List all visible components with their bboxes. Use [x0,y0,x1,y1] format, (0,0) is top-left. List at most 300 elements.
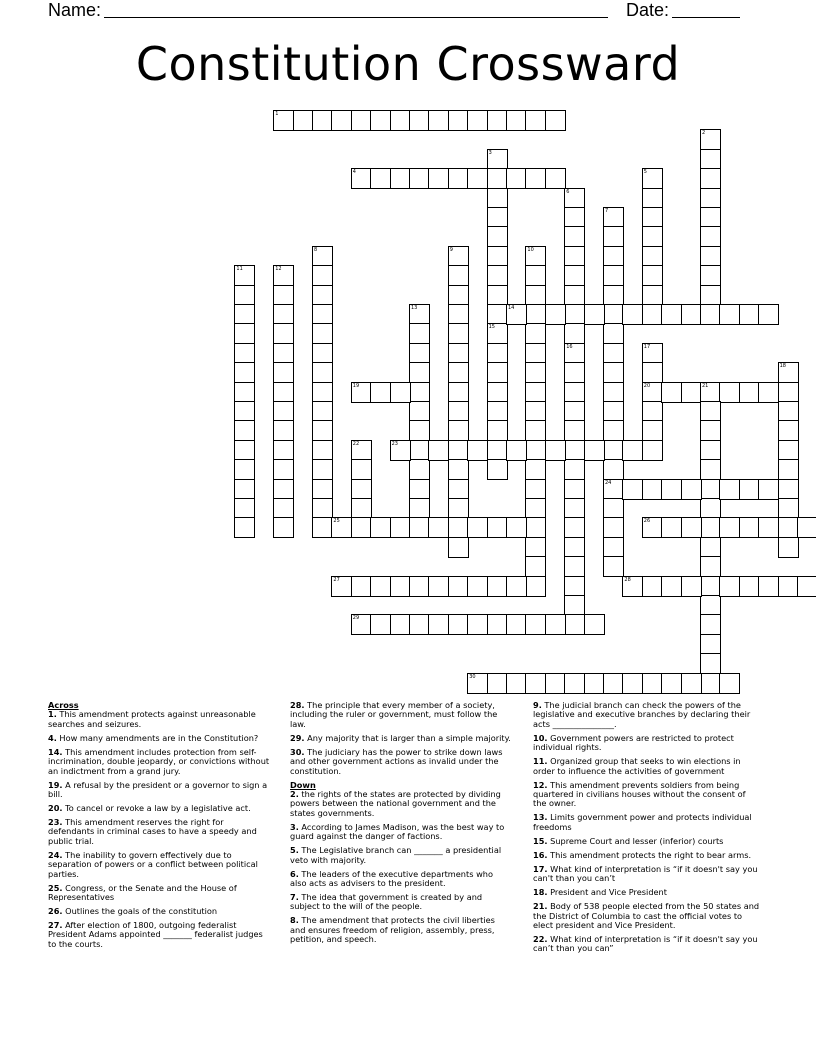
grid-cell[interactable] [603,673,624,694]
grid-cell[interactable] [273,362,294,383]
grid-cell[interactable] [409,440,430,461]
grid-cell[interactable] [545,673,566,694]
grid-cell[interactable] [293,110,314,131]
grid-cell[interactable] [448,285,469,306]
grid-cell[interactable] [700,382,721,403]
grid-cell[interactable] [467,440,488,461]
grid-cell[interactable] [506,517,527,538]
grid-cell[interactable] [700,401,721,422]
grid-cell[interactable] [603,498,624,519]
grid-cell[interactable] [719,517,740,538]
grid-cell[interactable] [681,576,702,597]
grid-cell[interactable] [273,517,294,538]
grid-cell[interactable] [700,226,721,247]
grid-cell[interactable] [564,440,585,461]
grid-cell[interactable] [234,323,255,344]
grid-cell[interactable] [273,420,294,441]
grid-cell[interactable] [700,498,721,519]
grid-cell[interactable] [234,382,255,403]
grid-cell[interactable] [390,517,411,538]
grid-cell[interactable] [797,517,816,538]
grid-cell[interactable] [584,614,605,635]
grid-cell[interactable] [525,246,546,267]
grid-cell[interactable] [778,517,799,538]
grid-cell[interactable] [603,246,624,267]
grid-cell[interactable] [487,362,508,383]
grid-cell[interactable] [409,168,430,189]
grid-cell[interactable] [312,304,333,325]
grid-cell[interactable] [622,479,643,500]
grid-cell[interactable] [564,382,585,403]
grid-cell[interactable] [331,576,352,597]
grid-cell[interactable] [312,517,333,538]
grid-cell[interactable] [312,265,333,286]
grid-cell[interactable] [506,168,527,189]
grid-cell[interactable] [545,440,566,461]
grid-cell[interactable] [448,246,469,267]
grid-cell[interactable] [681,673,702,694]
grid-cell[interactable] [351,459,372,480]
grid-cell[interactable] [273,479,294,500]
grid-cell[interactable] [273,440,294,461]
grid-cell[interactable] [312,440,333,461]
grid-cell[interactable] [273,459,294,480]
grid-cell[interactable] [642,382,663,403]
grid-cell[interactable] [661,304,682,325]
grid-cell[interactable] [409,498,430,519]
grid-cell[interactable] [409,401,430,422]
grid-cell[interactable] [603,362,624,383]
grid-cell[interactable] [409,517,430,538]
grid-cell[interactable] [448,614,469,635]
grid-cell[interactable] [525,265,546,286]
grid-cell[interactable] [564,673,585,694]
grid-cell[interactable] [642,285,663,306]
grid-cell[interactable] [719,382,740,403]
grid-cell[interactable] [351,168,372,189]
grid-cell[interactable] [564,323,585,344]
grid-cell[interactable] [739,304,760,325]
grid-cell[interactable] [448,498,469,519]
grid-cell[interactable] [312,498,333,519]
grid-cell[interactable] [778,537,799,558]
grid-cell[interactable] [603,479,624,500]
grid-cell[interactable] [564,207,585,228]
grid-cell[interactable] [700,673,721,694]
grid-cell[interactable] [603,420,624,441]
grid-cell[interactable] [487,576,508,597]
grid-cell[interactable] [487,517,508,538]
grid-cell[interactable] [681,517,702,538]
grid-cell[interactable] [642,207,663,228]
grid-cell[interactable] [312,382,333,403]
grid-cell[interactable] [409,362,430,383]
grid-cell[interactable] [778,382,799,403]
grid-cell[interactable] [642,304,663,325]
grid-cell[interactable] [370,168,391,189]
grid-cell[interactable] [448,479,469,500]
grid-cell[interactable] [312,420,333,441]
grid-cell[interactable] [467,110,488,131]
grid-cell[interactable] [700,149,721,170]
grid-cell[interactable] [758,576,779,597]
grid-cell[interactable] [564,401,585,422]
grid-cell[interactable] [700,168,721,189]
grid-cell[interactable] [700,479,721,500]
grid-cell[interactable] [642,479,663,500]
grid-cell[interactable] [506,614,527,635]
grid-cell[interactable] [778,440,799,461]
grid-cell[interactable] [525,537,546,558]
grid-cell[interactable] [409,479,430,500]
grid-cell[interactable] [700,129,721,150]
grid-cell[interactable] [603,304,624,325]
grid-cell[interactable] [525,459,546,480]
grid-cell[interactable] [739,479,760,500]
grid-cell[interactable] [700,537,721,558]
grid-cell[interactable] [584,673,605,694]
grid-cell[interactable] [778,362,799,383]
grid-cell[interactable] [603,556,624,577]
grid-cell[interactable] [448,362,469,383]
grid-cell[interactable] [273,265,294,286]
grid-cell[interactable] [487,614,508,635]
grid-cell[interactable] [390,382,411,403]
grid-cell[interactable] [525,614,546,635]
grid-cell[interactable] [603,207,624,228]
grid-cell[interactable] [545,110,566,131]
grid-cell[interactable] [312,479,333,500]
grid-cell[interactable] [506,673,527,694]
grid-cell[interactable] [487,265,508,286]
grid-cell[interactable] [525,517,546,538]
grid-cell[interactable] [700,304,721,325]
grid-cell[interactable] [525,168,546,189]
grid-cell[interactable] [700,556,721,577]
grid-cell[interactable] [273,323,294,344]
grid-cell[interactable] [700,595,721,616]
grid-cell[interactable] [778,459,799,480]
grid-cell[interactable] [584,440,605,461]
grid-cell[interactable] [370,576,391,597]
grid-cell[interactable] [603,537,624,558]
grid-cell[interactable] [487,440,508,461]
grid-cell[interactable] [642,673,663,694]
grid-cell[interactable] [409,420,430,441]
grid-cell[interactable] [448,110,469,131]
grid-cell[interactable] [234,343,255,364]
grid-cell[interactable] [642,362,663,383]
grid-cell[interactable] [700,653,721,674]
grid-cell[interactable] [622,576,643,597]
grid-cell[interactable] [700,265,721,286]
grid-cell[interactable] [312,110,333,131]
grid-cell[interactable] [584,304,605,325]
grid-cell[interactable] [467,673,488,694]
grid-cell[interactable] [448,537,469,558]
grid-cell[interactable] [525,382,546,403]
grid-cell[interactable] [661,479,682,500]
grid-cell[interactable] [622,440,643,461]
grid-cell[interactable] [234,265,255,286]
grid-cell[interactable] [700,440,721,461]
grid-cell[interactable] [312,459,333,480]
grid-cell[interactable] [700,614,721,635]
grid-cell[interactable] [564,362,585,383]
grid-cell[interactable] [273,401,294,422]
grid-cell[interactable] [331,517,352,538]
grid-cell[interactable] [545,304,566,325]
grid-cell[interactable] [467,168,488,189]
grid-cell[interactable] [506,440,527,461]
grid-cell[interactable] [758,517,779,538]
grid-cell[interactable] [487,673,508,694]
grid-cell[interactable] [506,576,527,597]
grid-cell[interactable] [390,110,411,131]
grid-cell[interactable] [603,382,624,403]
grid-cell[interactable] [778,498,799,519]
grid-cell[interactable] [370,517,391,538]
grid-cell[interactable] [234,517,255,538]
grid-cell[interactable] [564,576,585,597]
grid-cell[interactable] [603,440,624,461]
grid-cell[interactable] [797,576,816,597]
grid-cell[interactable] [642,343,663,364]
grid-cell[interactable] [448,459,469,480]
grid-cell[interactable] [564,226,585,247]
grid-cell[interactable] [758,382,779,403]
grid-cell[interactable] [778,420,799,441]
grid-cell[interactable] [487,343,508,364]
grid-cell[interactable] [700,285,721,306]
grid-cell[interactable] [428,576,449,597]
grid-cell[interactable] [428,110,449,131]
grid-cell[interactable] [487,168,508,189]
grid-cell[interactable] [487,188,508,209]
grid-cell[interactable] [331,110,352,131]
grid-cell[interactable] [234,479,255,500]
grid-cell[interactable] [448,323,469,344]
grid-cell[interactable] [234,498,255,519]
grid-cell[interactable] [234,440,255,461]
grid-cell[interactable] [700,459,721,480]
grid-cell[interactable] [448,401,469,422]
grid-cell[interactable] [564,343,585,364]
grid-cell[interactable] [273,498,294,519]
grid-cell[interactable] [700,188,721,209]
grid-cell[interactable] [351,614,372,635]
grid-cell[interactable] [234,459,255,480]
grid-cell[interactable] [390,440,411,461]
grid-cell[interactable] [564,517,585,538]
grid-cell[interactable] [409,459,430,480]
grid-cell[interactable] [428,168,449,189]
grid-cell[interactable] [487,304,508,325]
grid-cell[interactable] [525,304,546,325]
grid-cell[interactable] [487,401,508,422]
grid-cell[interactable] [622,304,643,325]
grid-cell[interactable] [642,440,663,461]
grid-cell[interactable] [506,110,527,131]
grid-cell[interactable] [642,168,663,189]
grid-cell[interactable] [234,420,255,441]
grid-cell[interactable] [661,576,682,597]
grid-cell[interactable] [739,382,760,403]
grid-cell[interactable] [564,420,585,441]
grid-cell[interactable] [758,304,779,325]
grid-cell[interactable] [758,479,779,500]
grid-cell[interactable] [487,226,508,247]
grid-cell[interactable] [506,304,527,325]
grid-cell[interactable] [603,459,624,480]
grid-cell[interactable] [603,401,624,422]
grid-cell[interactable] [487,285,508,306]
grid-cell[interactable] [409,343,430,364]
grid-cell[interactable] [487,382,508,403]
grid-cell[interactable] [525,362,546,383]
grid-cell[interactable] [603,517,624,538]
grid-cell[interactable] [390,168,411,189]
grid-cell[interactable] [564,614,585,635]
grid-cell[interactable] [661,673,682,694]
grid-cell[interactable] [564,304,585,325]
grid-cell[interactable] [525,440,546,461]
grid-cell[interactable] [661,517,682,538]
grid-cell[interactable] [545,614,566,635]
grid-cell[interactable] [525,323,546,344]
grid-cell[interactable] [642,246,663,267]
grid-cell[interactable] [719,304,740,325]
grid-cell[interactable] [642,188,663,209]
grid-cell[interactable] [700,634,721,655]
grid-cell[interactable] [681,304,702,325]
grid-cell[interactable] [409,382,430,403]
grid-cell[interactable] [622,673,643,694]
grid-cell[interactable] [700,207,721,228]
grid-cell[interactable] [778,401,799,422]
grid-cell[interactable] [273,343,294,364]
grid-cell[interactable] [739,576,760,597]
grid-cell[interactable] [390,614,411,635]
grid-cell[interactable] [487,207,508,228]
grid-cell[interactable] [370,614,391,635]
grid-cell[interactable] [234,304,255,325]
grid-cell[interactable] [448,265,469,286]
grid-cell[interactable] [351,498,372,519]
grid-cell[interactable] [312,285,333,306]
grid-cell[interactable] [273,304,294,325]
grid-cell[interactable] [370,382,391,403]
grid-cell[interactable] [351,517,372,538]
grid-cell[interactable] [525,673,546,694]
grid-cell[interactable] [700,420,721,441]
grid-cell[interactable] [487,323,508,344]
grid-cell[interactable] [448,420,469,441]
grid-cell[interactable] [487,149,508,170]
grid-cell[interactable] [351,440,372,461]
grid-cell[interactable] [739,517,760,538]
grid-cell[interactable] [719,576,740,597]
grid-cell[interactable] [564,595,585,616]
grid-cell[interactable] [409,576,430,597]
grid-cell[interactable] [234,401,255,422]
grid-cell[interactable] [312,246,333,267]
grid-cell[interactable] [642,420,663,441]
grid-cell[interactable] [719,479,740,500]
grid-cell[interactable] [312,323,333,344]
grid-cell[interactable] [525,285,546,306]
grid-cell[interactable] [525,401,546,422]
grid-cell[interactable] [448,343,469,364]
grid-cell[interactable] [603,226,624,247]
grid-cell[interactable] [487,459,508,480]
grid-cell[interactable] [428,517,449,538]
grid-cell[interactable] [234,285,255,306]
grid-cell[interactable] [719,673,740,694]
grid-cell[interactable] [448,440,469,461]
grid-cell[interactable] [564,556,585,577]
grid-cell[interactable] [487,420,508,441]
grid-cell[interactable] [312,401,333,422]
grid-cell[interactable] [564,537,585,558]
grid-cell[interactable] [525,576,546,597]
grid-cell[interactable] [448,382,469,403]
grid-cell[interactable] [409,110,430,131]
grid-cell[interactable] [525,110,546,131]
grid-cell[interactable] [564,285,585,306]
grid-cell[interactable] [487,246,508,267]
grid-cell[interactable] [409,304,430,325]
grid-cell[interactable] [351,110,372,131]
grid-cell[interactable] [448,304,469,325]
grid-cell[interactable] [273,285,294,306]
grid-cell[interactable] [409,614,430,635]
grid-cell[interactable] [661,382,682,403]
grid-cell[interactable] [448,576,469,597]
grid-cell[interactable] [525,479,546,500]
grid-cell[interactable] [428,614,449,635]
grid-cell[interactable] [603,285,624,306]
grid-cell[interactable] [467,576,488,597]
grid-cell[interactable] [525,556,546,577]
grid-cell[interactable] [273,110,294,131]
grid-cell[interactable] [525,343,546,364]
grid-cell[interactable] [428,440,449,461]
grid-cell[interactable] [312,362,333,383]
grid-cell[interactable] [700,576,721,597]
grid-cell[interactable] [351,382,372,403]
grid-cell[interactable] [234,362,255,383]
grid-cell[interactable] [312,343,333,364]
grid-cell[interactable] [564,459,585,480]
grid-cell[interactable] [448,168,469,189]
grid-cell[interactable] [681,382,702,403]
grid-cell[interactable] [390,576,411,597]
grid-cell[interactable] [681,479,702,500]
grid-cell[interactable] [273,382,294,403]
grid-cell[interactable] [564,246,585,267]
grid-cell[interactable] [642,517,663,538]
grid-cell[interactable] [351,576,372,597]
grid-cell[interactable] [351,479,372,500]
grid-cell[interactable] [700,517,721,538]
grid-cell[interactable] [778,479,799,500]
grid-cell[interactable] [603,343,624,364]
grid-cell[interactable] [700,246,721,267]
grid-cell[interactable] [545,168,566,189]
grid-cell[interactable] [525,498,546,519]
grid-cell[interactable] [564,498,585,519]
